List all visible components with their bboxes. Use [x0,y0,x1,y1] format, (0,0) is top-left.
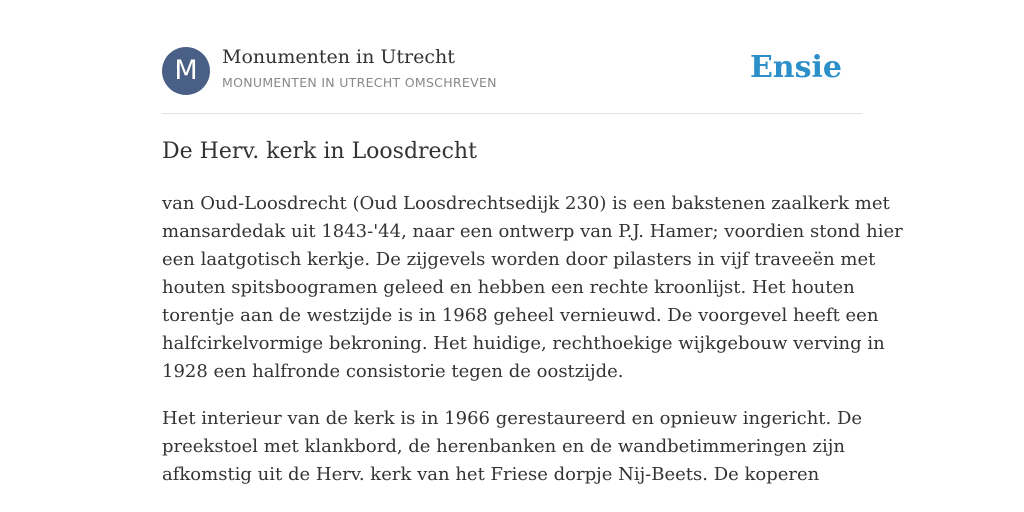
paragraph-line: halfcirkelvormige bekroning. Het huidige, rechthoekige wijkgebouw verving in [162,333,885,354]
source-subtitle: MONUMENTEN IN UTRECHT OMSCHREVEN [222,75,497,90]
paragraph-line: 1928 een halfronde consistorie tegen de oostzijde. [162,361,624,382]
header-divider [162,113,862,114]
paragraph-line: van Oud-Loosdrecht (Oud Loosdrechtsedijk 230) is een bakstenen zaalkerk met [162,193,890,214]
paragraph-line: afkomstig uit de Herv. kerk van het Friese dorpje Nij-Beets. De koperen [162,464,820,485]
paragraph-line: mansardedak uit 1843-'44, naar een ontwerp van P.J. Hamer; voordien stond hier [162,221,903,242]
paragraph [162,190,903,386]
paragraph-line: houten spitsboogramen geleed en hebben een rechte kroonlijst. Het houten [162,277,855,298]
paragraph-line: torentje aan de westzijde is in 1968 geheel vernieuwd. De voorgevel heeft een [162,305,879,326]
article-body [162,190,903,508]
paragraph-line: een laatgotisch kerkje. De zijgevels worden door pilasters in vijf traveeën met [162,249,876,270]
article-title: De Herv. kerk in Loosdrecht [162,139,477,164]
source-title[interactable]: Monumenten in Utrecht [222,46,455,68]
source-avatar[interactable]: M [162,47,210,95]
paragraph-line: preekstoel met klankbord, de herenbanken en de wandbetimmeringen zijn [162,436,845,457]
brand-logo[interactable]: Ensie [749,50,842,85]
paragraph [162,405,862,489]
paragraph-line: Het interieur van de kerk is in 1966 gerestaureerd en opnieuw ingericht. De [162,408,863,429]
header [162,46,862,96]
